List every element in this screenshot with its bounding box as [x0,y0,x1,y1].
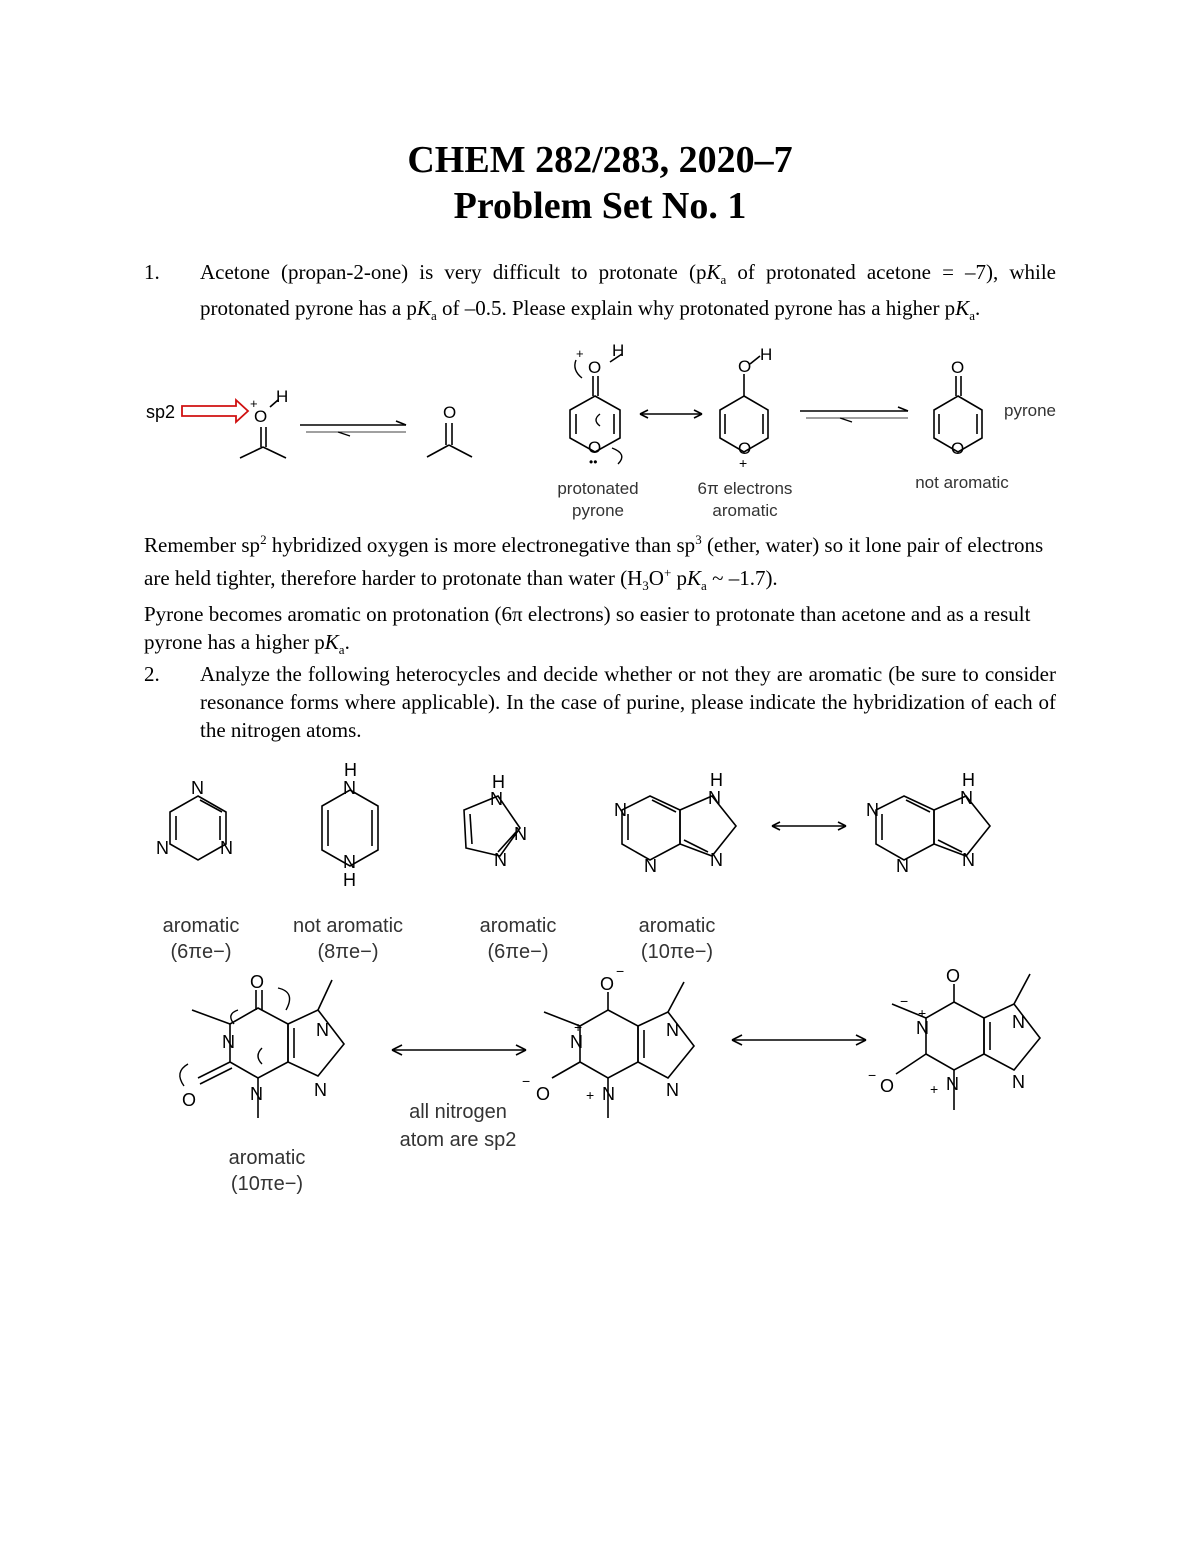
svg-text:−: − [868,1067,877,1083]
sp2-arrow-icon [182,400,248,422]
question-1-text: Acetone (propan-2-one) is very difficult to protonate ($pK_a$ of protonated acetone = –7), while protonated pyrone has a $pK_a$ of –0.5. Please explain why protonated pyrone has a higher $pK_a$. [200,260,1056,324]
svg-text:O: O [951,439,965,458]
svg-text:N: N [960,788,973,808]
svg-text:H: H [343,870,356,890]
caffeine-ring-1 [230,1008,288,1078]
svg-text:N: N [490,789,503,809]
svg-text:N: N [644,856,657,876]
svg-text:O: O [254,407,268,426]
svg-text:O: O [738,357,752,376]
svg-text:+: + [918,1005,927,1021]
svg-text:H: H [344,760,357,780]
question-1-number: 1. [144,260,160,284]
protonated-pyrone-label: protonated [557,479,639,498]
answer-1 [144,526,1056,664]
svg-text:+: + [930,1081,939,1097]
nitrogen-note-2: atom are sp2 [399,1129,517,1151]
label-dihydropyrazine-verdict: not aromatic [292,915,404,937]
svg-text:−: − [522,1073,531,1089]
svg-text:••: •• [589,455,598,469]
svg-text:+: + [250,396,258,411]
svg-text:−: − [900,993,909,1009]
svg-text:O: O [588,438,602,457]
triazine-ring [170,796,226,860]
svg-text:N: N [314,1080,327,1100]
svg-text:+: + [586,1087,595,1103]
svg-text:N: N [1012,1072,1025,1092]
svg-text:N: N [896,856,909,876]
nitrogen-note-1: all nitrogen [409,1101,507,1123]
purine-ring-1 [622,796,680,860]
svg-text:H: H [612,341,625,360]
svg-text:O: O [250,972,265,992]
svg-text:O: O [536,1084,551,1104]
page-title: CHEM 282/283, 2020–7 [407,139,793,181]
svg-text:+: + [576,346,584,361]
svg-text:O: O [946,966,961,986]
svg-text:N: N [156,838,169,858]
not-aromatic-label: not aromatic [915,473,1009,492]
label-purine-count: (10πe−) [640,941,714,963]
label-triazine-count: (6πe−) [170,941,232,963]
purine-ring-2 [876,796,934,860]
svg-text:N: N [602,1084,615,1104]
svg-text:N: N [916,1018,929,1038]
caffeine-ring-2 [580,1010,638,1078]
svg-text:N: N [708,788,721,808]
svg-text:H: H [710,770,723,790]
svg-text:O: O [443,403,457,422]
answer-1-line-2: Pyrone becomes aromatic on protonation (6π electrons) so easier to protonate than acetone and as a result pyrone has a higher $pK_a$. [144,602,1031,658]
svg-text:N: N [946,1074,959,1094]
question-2-number: 2. [144,662,160,686]
svg-text:O: O [738,439,752,458]
svg-text:N: N [191,778,204,798]
page-subtitle: Problem Set No. 1 [453,185,747,227]
svg-text:N: N [710,850,723,870]
question-2-text: Analyze the following heterocycles and decide whether or not they are aromatic (be sure to consider resonance forms where applicable). In the case of purine, please indicate the hybridization of each of the nitrogen atoms. [200,662,1056,742]
svg-text:H: H [492,772,505,792]
svg-text:+: + [739,455,748,471]
label-caffeine-count: (10πe−) [230,1173,304,1195]
svg-text:H: H [276,387,289,406]
svg-text:O: O [951,358,965,377]
label-triazole-count: (6πe−) [487,941,549,963]
svg-text:N: N [316,1020,329,1040]
aromatic-form-label: 6π electrons [697,479,793,498]
figure-heterocycles [0,748,1200,1208]
svg-text:aromatic: aromatic [712,501,778,520]
svg-text:pyrone: pyrone [572,501,624,520]
label-dihydropyrazine-count: (8πe−) [317,941,379,963]
svg-text:N: N [962,850,975,870]
svg-text:−: − [616,963,625,979]
label-triazine-verdict: aromatic [162,915,240,937]
svg-text:H: H [760,345,773,364]
svg-text:N: N [866,800,879,820]
sp2-label: sp2 [146,402,176,422]
answer-1-line-1: Remember $sp^2$ hybridized oxygen is more electronegative than $sp^3$ (ether, water) so it lone pair of electrons are held tighter, therefore harder to protonate than water ($H_3O^+$ $pK_a$ ~ –1.7). [144,532,1044,594]
svg-text:O: O [880,1076,895,1096]
svg-text:N: N [250,1084,263,1104]
svg-text:O: O [600,974,615,994]
svg-text:N: N [666,1080,679,1100]
label-purine-verdict: aromatic [638,915,716,937]
svg-text:O: O [182,1090,197,1110]
label-triazole-verdict: aromatic [479,915,557,937]
svg-text:N: N [1012,1012,1025,1032]
svg-text:H: H [962,770,975,790]
svg-text:N: N [514,824,527,844]
svg-text:N: N [343,852,356,872]
svg-text:N: N [614,800,627,820]
figure-pyrone-protonation [0,340,1200,520]
svg-text:N: N [220,838,233,858]
svg-text:+: + [574,1019,583,1035]
pyrone-label: pyrone [1004,401,1056,420]
svg-text:N: N [494,850,507,870]
svg-text:N: N [222,1032,235,1052]
svg-text:N: N [343,778,356,798]
svg-text:O: O [588,358,602,377]
svg-text:N: N [570,1032,583,1052]
svg-text:N: N [666,1020,679,1040]
caffeine-ring-3 [926,1002,984,1070]
label-caffeine-verdict: aromatic [228,1147,306,1169]
